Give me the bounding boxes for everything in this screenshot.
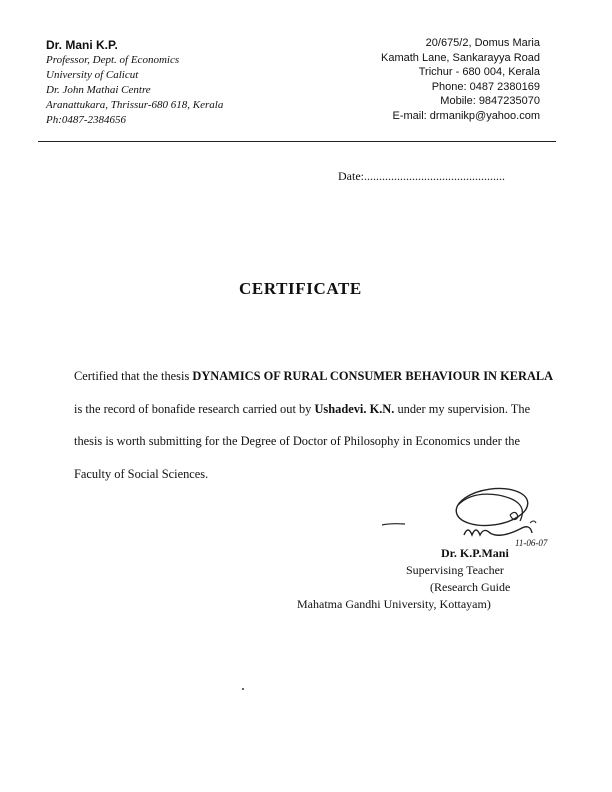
candidate-name: Ushadevi. K.N. (314, 401, 395, 416)
sender-phone: Ph:0487-2384656 (46, 114, 127, 126)
residence-phone: Phone: 0487 2380169 (431, 80, 540, 93)
certificate-title-text: CERTIFICATE (239, 279, 362, 298)
signatory-university: Mahatma Gandhi University, Kottayam) (297, 597, 491, 611)
signature-date: 11-06-07 (515, 538, 548, 548)
sender-name: Dr. Mani K.P. (46, 38, 118, 52)
body-text-3: under my supervision. The thesis is worth submitting for the Degree of Doctor of Philosophy in Economics under the Faculty of Social Sciences. (74, 401, 531, 481)
sender-designation: Professor, Dept. of Economics (46, 54, 180, 66)
signatory-name: Dr. K.P.Mani (441, 546, 509, 560)
sender-address: Aranattukara, Thrissur-680 618, Kerala (46, 99, 224, 111)
residence-address-line1: 20/675/2, Domus Maria (425, 37, 540, 49)
letterhead-left (46, 38, 223, 128)
letterhead-divider (38, 141, 556, 142)
signatory-guide: (Research Guide (430, 580, 511, 594)
sender-centre: Dr. John Mathai Centre (46, 84, 151, 96)
residence-mobile: Mobile: 9847235070 (440, 95, 540, 108)
letterhead-right (381, 36, 540, 124)
thesis-title: DYNAMICS OF RURAL CONSUMER BEHAVIOUR IN KERALA (192, 369, 554, 383)
page-speck (242, 688, 244, 690)
sender-university: University of Calicut (46, 69, 139, 81)
certificate-body (74, 360, 554, 490)
signatory-role: Supervising Teacher (406, 563, 504, 577)
body-text-1: Certified that the thesis (74, 369, 193, 383)
residence-email: E-mail: drmanikp@yahoo.com (392, 109, 540, 122)
body-text-2: is the record of bonafide research carried out by (74, 401, 315, 416)
residence-address-line3: Trichur - 680 004, Kerala (418, 66, 540, 79)
residence-address-line2: Kamath Lane, Sankarayya Road (381, 51, 540, 64)
date-line: Date:............................................... (338, 169, 505, 183)
